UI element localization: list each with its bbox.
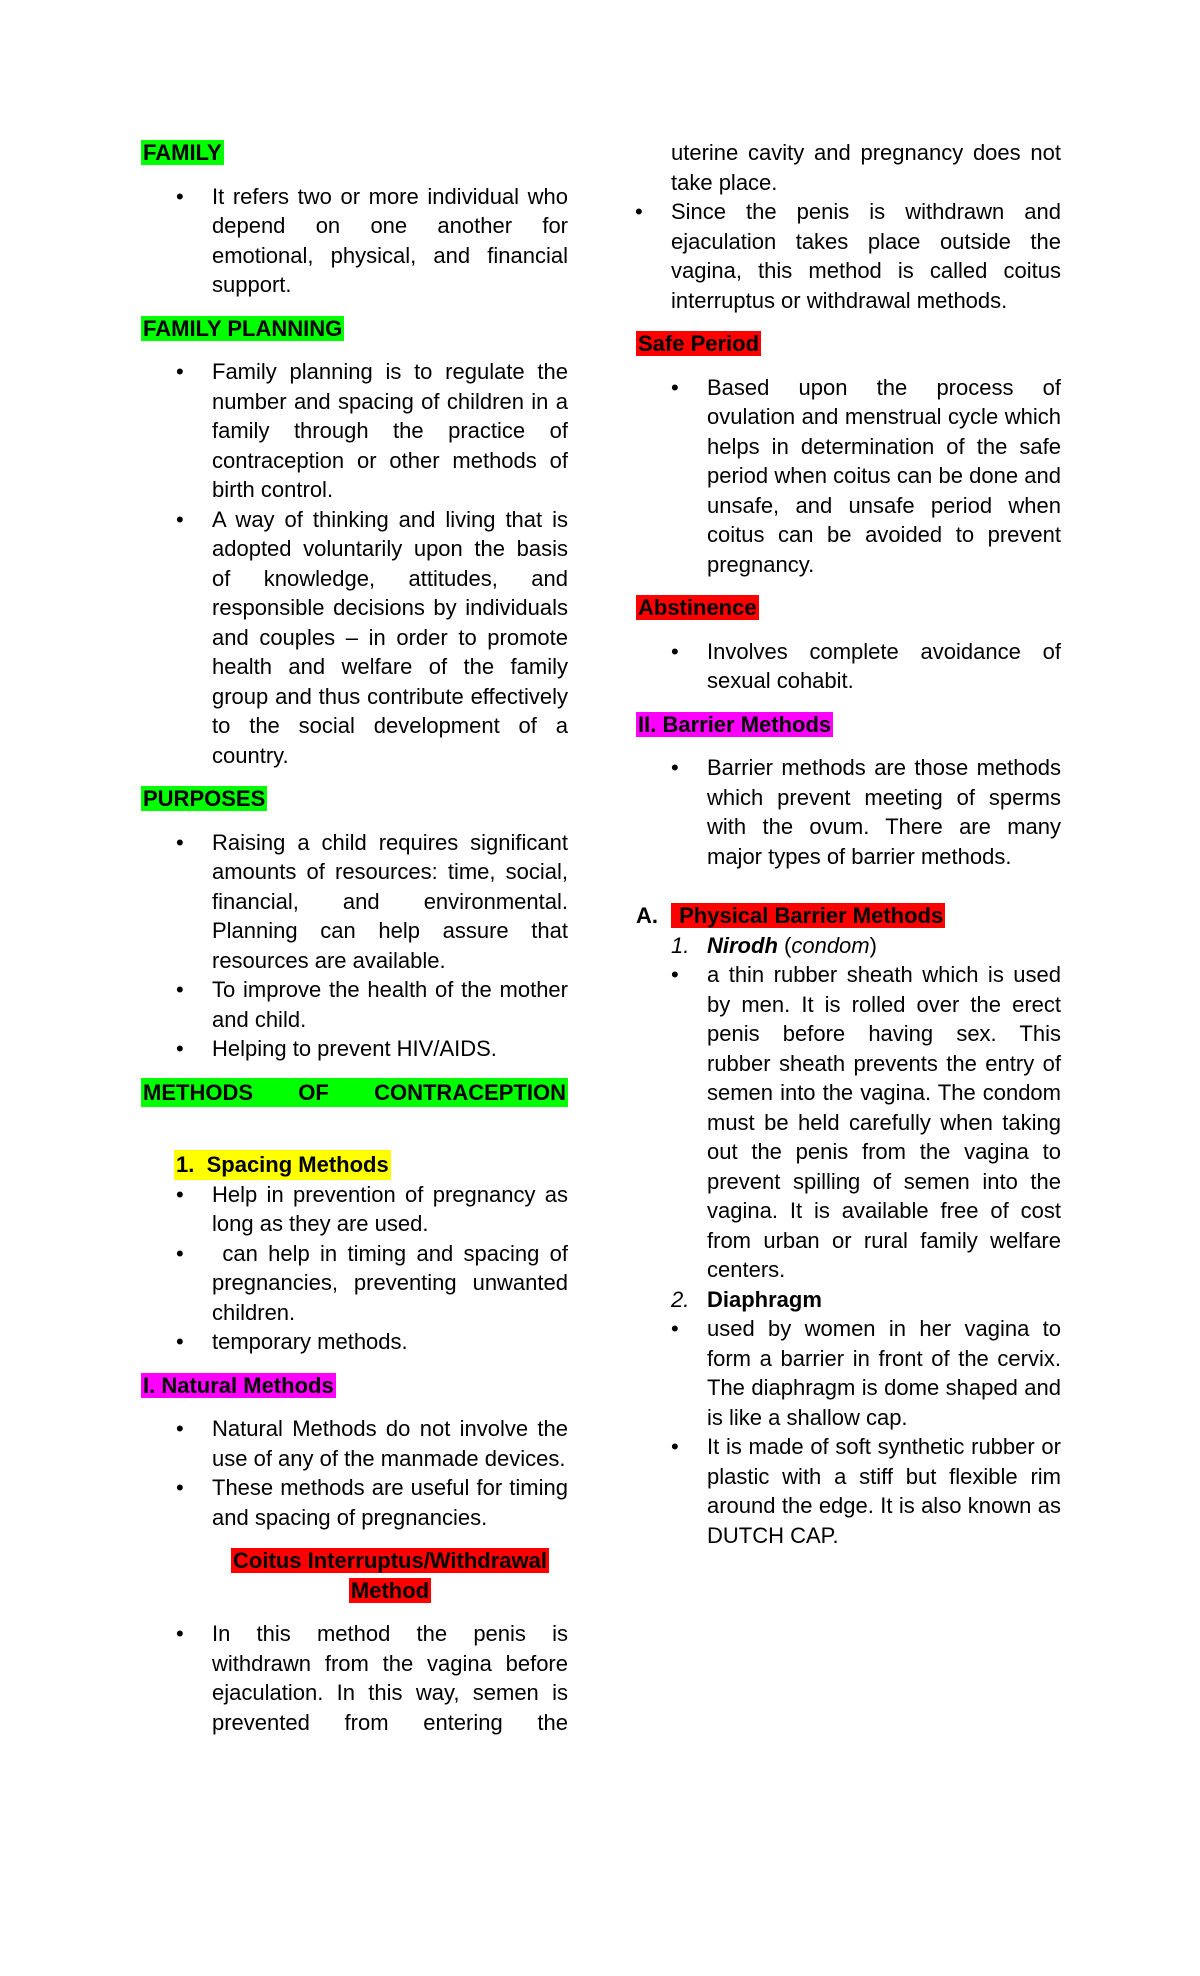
list-item: • temporary methods. [141,1327,568,1357]
list-item: • Based upon the process of ovulation and menstrual cycle which helps in determination of the safe period when coitus can be done and unsafe, and unsafe period when coitus can be avoided to prevent pregnancy. [636,373,1061,580]
spacing-title: Spacing Methods [206,1152,389,1177]
nirodh-item: 1. Nirodh (condom) [636,931,1061,961]
coitus-continuation: uterine cavity and pregnancy does not take place. [671,140,1061,195]
family-planning-heading: FAMILY PLANNING [143,315,343,341]
nirodh-title: Nirodh [707,932,778,958]
physical-barrier-heading [636,901,1061,931]
coitus-list-continued [600,197,1061,315]
natural-methods-heading: I. Natural Methods [143,1372,334,1398]
list-item: • Helping to prevent HIV/AIDS. [141,1034,568,1064]
list-item: • used by women in her vagina to form a barrier in front of the cervix. The diaphragm is dome shaped and is like a shallow cap. [636,1314,1061,1432]
list-item: • These methods are useful for timing and spacing of pregnancies. [141,1473,568,1532]
list-item: • A way of thinking and living that is adopted voluntarily upon the basis of knowledge, attitudes, and responsible decisions by individuals and couples – in order to promote health and welfare of the family group and thus contribute effectively to the social development of a country. [141,505,568,771]
diaphragm-list [636,1314,1061,1550]
safe-period-heading: Safe Period [638,331,760,356]
spacing-list [141,1180,575,1357]
barrier-list [636,753,1061,871]
list-item: • Barrier methods are those methods which prevent meeting of sperms with the ovum. There are many major types of barrier methods. [636,753,1061,871]
purposes-heading: PURPOSES [143,786,266,811]
abstinence-list [636,637,1061,696]
list-item: • a thin rubber sheath which is used by men. It is rolled over the erect penis before having sex. This rubber sheath prevents the entry of semen into the vagina. The condom must be held carefully when taking out the penis from the vagina to prevent spilling of semen into the vagina. It is available free of cost from urban or rural family welfare centers. [636,960,1061,1285]
safe-period-list [636,373,1061,580]
right-column [636,138,1061,1550]
list-item: • To improve the health of the mother and child. [141,975,568,1034]
list-item: • Involves complete avoidance of sexual cohabit. [636,637,1061,696]
family-list [141,182,568,300]
list-item: • Natural Methods do not involve the use of any of the manmade devices. [141,1414,568,1473]
list-item: • Since the penis is withdrawn and ejaculation takes place outside the vagina, this method is called coitus interruptus or withdrawal methods. [600,197,1061,315]
spacing-methods-heading [141,1150,568,1180]
list-item: • can help in timing and spacing of pregnancies, preventing unwanted children. [141,1239,568,1328]
diaphragm-title: Diaphragm [707,1286,822,1312]
list-item: • Family planning is to regulate the number and spacing of children in a family through the practice of contraception or other methods of birth control. [141,357,568,505]
coitus-heading-line2: Method [350,1577,430,1603]
coitus-list [141,1619,568,1737]
list-item: • Raising a child requires significant amounts of resources: time, social, financial, and environmental. Planning can help assure that resources are available. [141,828,568,976]
coitus-heading-line1: Coitus Interruptus/Withdrawal [233,1548,547,1573]
methods-of-contraception-heading: METHODS OF CONTRACEPTION [141,1078,568,1108]
barrier-methods-heading: II. Barrier Methods [638,711,832,737]
abstinence-heading: Abstinence [638,595,757,620]
left-column [141,138,575,1737]
diaphragm-item [636,1285,1061,1315]
list-item: • Help in prevention of pregnancy as long as they are used. [141,1180,568,1239]
nirodh-paren: condom [791,932,870,958]
physical-letter: A. [636,903,658,928]
coitus-heading [212,1546,568,1605]
natural-list [141,1414,568,1532]
list-item: • It is made of soft synthetic rubber or plastic with a stiff but flexible rim around the edge. It is also known as DUTCH CAP. [636,1432,1061,1550]
physical-title: Physical Barrier Methods [673,903,944,928]
list-item: • In this method the penis is withdrawn from the vagina before ejaculation. In this way, semen is prevented from entering the [141,1619,568,1737]
family-planning-list [141,357,568,770]
family-heading: FAMILY [143,140,222,165]
diaphragm-number: 2. [671,1286,690,1312]
nirodh-number: 1. [671,932,690,958]
spacing-number: 1. [176,1152,195,1177]
purposes-list [141,828,568,1064]
list-item: • It refers two or more individual who depend on one another for emotional, physical, and financial support. [141,182,568,300]
nirodh-list [636,960,1061,1285]
